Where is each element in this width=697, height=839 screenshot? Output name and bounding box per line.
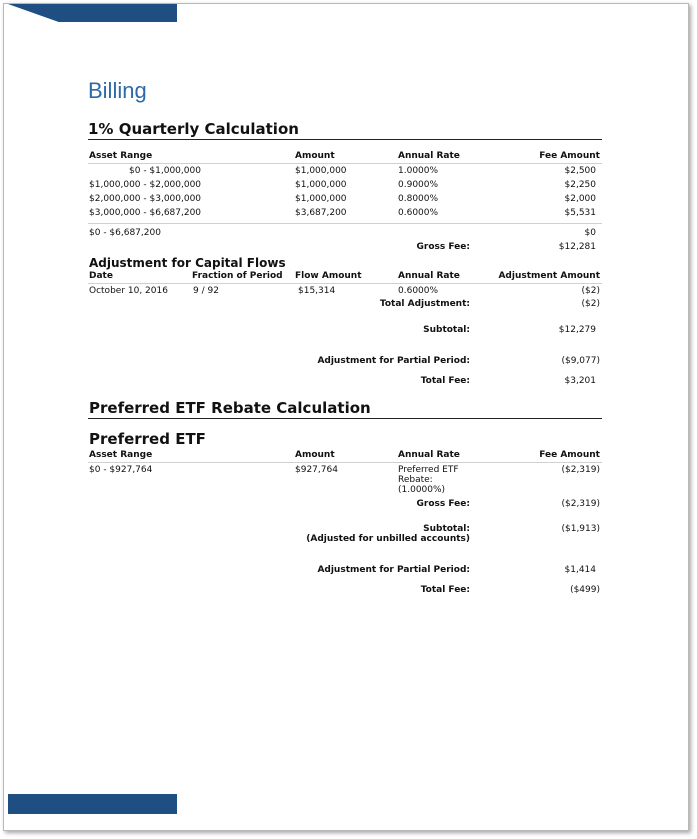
flow-fraction: 9 / 92 [193, 286, 219, 296]
flow-date: October 10, 2016 [89, 286, 168, 296]
row-rate: 0.9000% [398, 180, 439, 190]
footer-band [8, 794, 177, 814]
etf-row-fee: ($2,319) [561, 465, 600, 475]
flow-rate: 0.6000% [398, 286, 439, 296]
etf-gross-fee-value: ($2,319) [561, 499, 600, 509]
etf-row-rate-line1: Preferred ETF [398, 465, 459, 475]
col-annual-rate: Annual Rate [398, 151, 460, 161]
row-amount: $1,000,000 [295, 180, 347, 190]
etf-row-rate-line2: Rebate: [398, 475, 433, 485]
row-range: $0 - $1,000,000 [129, 166, 201, 176]
col-flow-rate: Annual Rate [398, 271, 460, 281]
row-rate: 1.0000% [398, 166, 439, 176]
etf-col-fee-amount: Fee Amount [539, 450, 600, 460]
flows-heading: Adjustment for Capital Flows [89, 256, 286, 270]
flow-amount: $15,314 [298, 286, 336, 296]
row-range: $2,000,000 - $3,000,000 [89, 194, 202, 204]
total-adjustment-label: Total Adjustment: [379, 299, 470, 309]
gross-fee-value: $12,281 [558, 242, 596, 252]
row-range: $1,000,000 - $2,000,000 [89, 180, 202, 190]
row-fee: $2,250 [564, 180, 596, 190]
gross-fee-label: Gross Fee: [416, 242, 470, 252]
rows-divider [88, 223, 602, 224]
quarterly-rule [88, 139, 602, 140]
etf-subheading: Preferred ETF [89, 430, 206, 448]
total-adjustment-value: ($2) [581, 299, 600, 309]
row-range: $3,000,000 - $6,687,200 [89, 208, 202, 218]
etf-partial-period-value: $1,414 [564, 565, 596, 575]
quarterly-heading: 1% Quarterly Calculation [88, 120, 299, 138]
partial-period-label: Adjustment for Partial Period: [317, 356, 470, 366]
subtotal-label: Subtotal: [423, 325, 470, 335]
row-amount: $3,687,200 [295, 208, 347, 218]
col-asset-range: Asset Range [89, 151, 153, 161]
etf-rule [88, 418, 602, 419]
etf-row-amount: $927,764 [295, 465, 338, 475]
row-rate: 0.6000% [398, 208, 439, 218]
etf-row-range: $0 - $927,764 [89, 465, 153, 475]
row-amount: $1,000,000 [295, 166, 347, 176]
etf-subtotal-value: ($1,913) [561, 524, 600, 534]
etf-col-asset-range: Asset Range [89, 450, 153, 460]
col-fraction: Fraction of Period [192, 271, 283, 281]
row-rate: 0.8000% [398, 194, 439, 204]
etf-partial-period-label: Adjustment for Partial Period: [317, 565, 470, 575]
etf-subtotal-note: (Adjusted for unbilled accounts) [306, 534, 470, 544]
row-amount: $1,000,000 [295, 194, 347, 204]
flows-divider [88, 283, 602, 284]
etf-rebate-heading: Preferred ETF Rebate Calculation [89, 399, 371, 417]
total-fee-value: $3,201 [564, 376, 596, 386]
row-fee: $5,531 [564, 208, 596, 218]
col-flow-amount: Flow Amount [295, 271, 362, 281]
etf-header-divider [88, 462, 602, 463]
row-fee: $2,000 [564, 194, 596, 204]
row-fee: $2,500 [564, 166, 596, 176]
page-title: Billing [88, 78, 147, 103]
flow-adjustment: ($2) [581, 286, 600, 296]
subtotal-value: $12,279 [558, 325, 596, 335]
header-divider [88, 163, 602, 164]
etf-row-rate-line3: (1.0000%) [398, 485, 446, 495]
etf-total-fee-label: Total Fee: [420, 585, 470, 595]
col-fee-amount: Fee Amount [539, 151, 600, 161]
col-date: Date [89, 271, 113, 281]
partial-period-value: ($9,077) [561, 356, 600, 366]
total-range: $0 - $6,687,200 [89, 228, 161, 238]
col-amount: Amount [295, 151, 335, 161]
etf-total-fee-value: ($499) [570, 585, 600, 595]
etf-gross-fee-label: Gross Fee: [416, 499, 470, 509]
col-adjustment: Adjustment Amount [498, 271, 600, 281]
etf-col-amount: Amount [295, 450, 335, 460]
total-range-fee: $0 [584, 228, 596, 238]
etf-subtotal-label: Subtotal: [423, 524, 470, 534]
etf-col-annual-rate: Annual Rate [398, 450, 460, 460]
total-fee-label: Total Fee: [420, 376, 470, 386]
